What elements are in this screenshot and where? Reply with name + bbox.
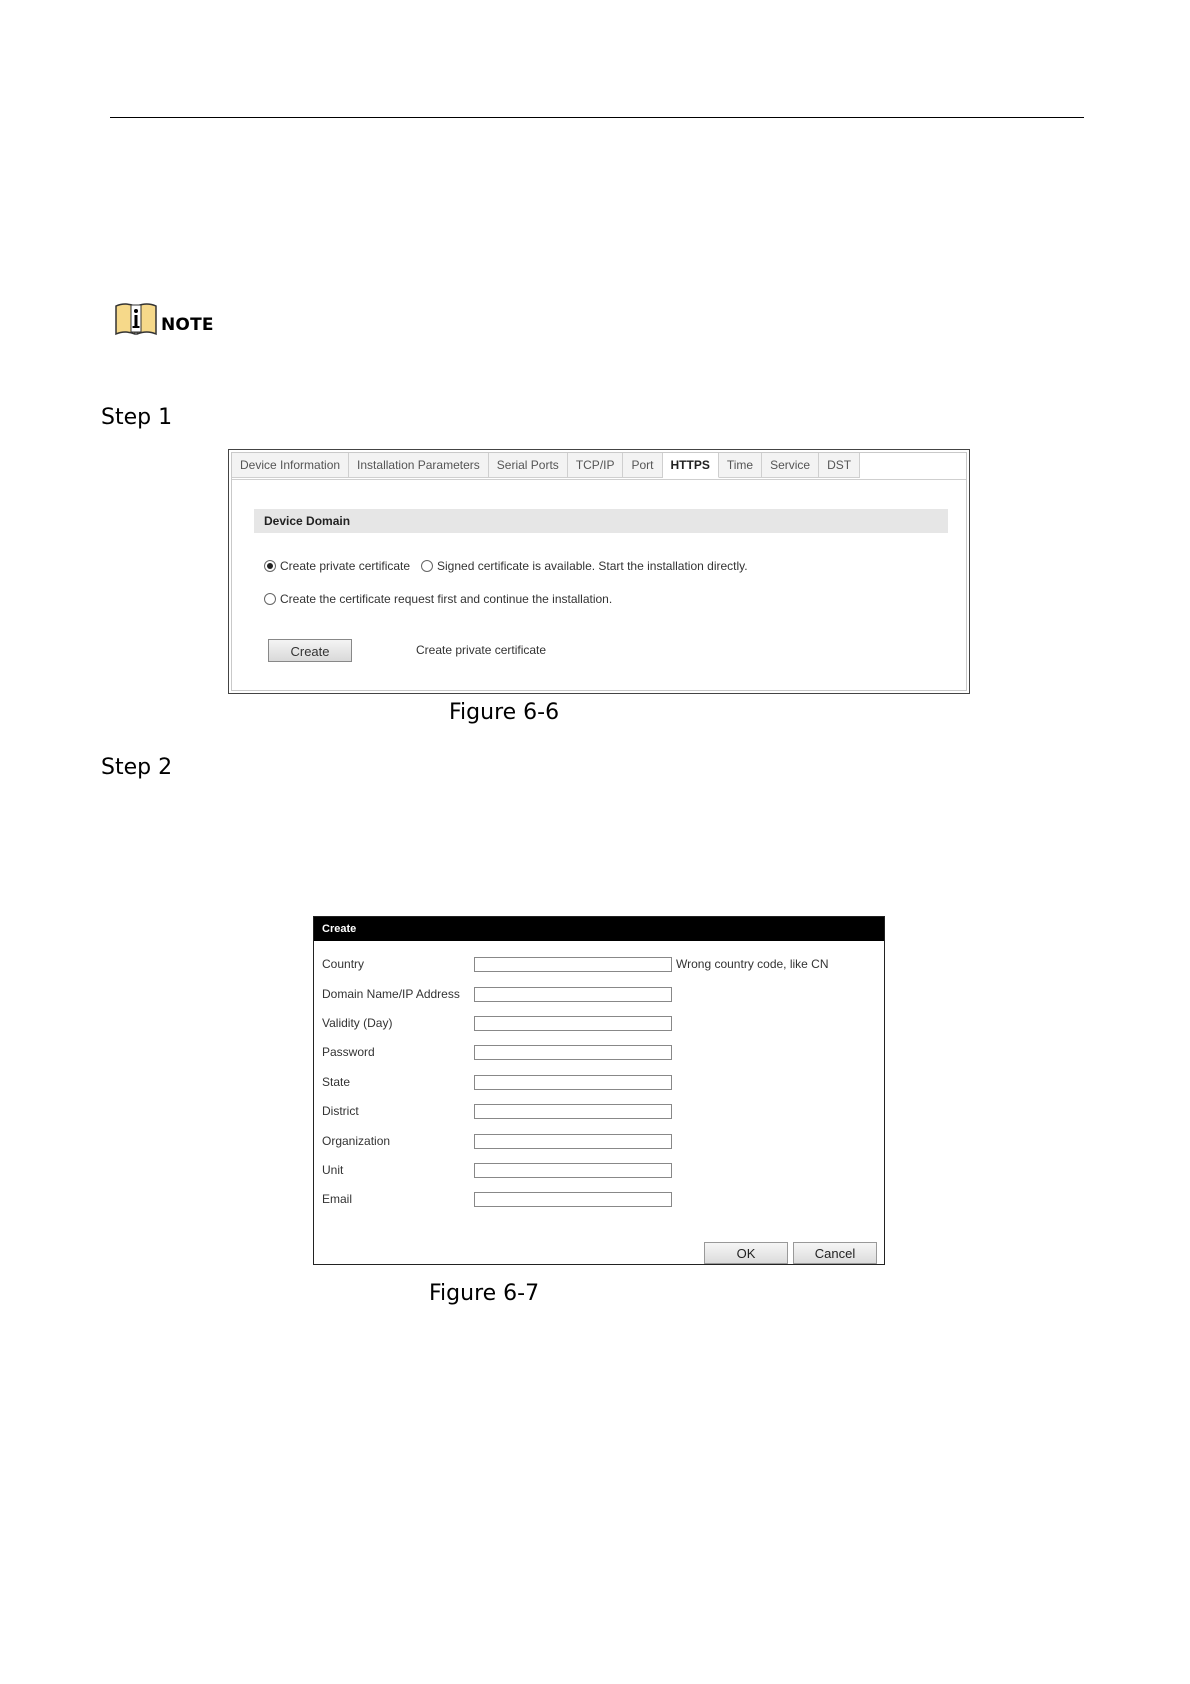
form-row	[322, 1043, 672, 1061]
unit-input[interactable]	[474, 1163, 672, 1178]
country-input[interactable]	[474, 957, 672, 972]
tab-device-information[interactable]: Device Information	[232, 453, 349, 478]
radio-create-private[interactable]	[264, 560, 276, 572]
field-label: District	[322, 1104, 359, 1118]
tab-https[interactable]: HTTPS	[663, 453, 719, 478]
radio-signed-available[interactable]	[421, 560, 433, 572]
create-hint-text: Create private certificate	[416, 643, 547, 657]
form-row	[322, 1102, 672, 1120]
create-button[interactable]: Create	[268, 639, 352, 662]
form-row	[322, 955, 829, 973]
note-label: NOTE	[161, 315, 214, 335]
email-input[interactable]	[474, 1192, 672, 1207]
organization-input[interactable]	[474, 1134, 672, 1149]
password-input[interactable]	[474, 1045, 672, 1060]
option-create-private[interactable]	[264, 559, 410, 573]
tab-underline	[232, 479, 966, 480]
state-input[interactable]	[474, 1075, 672, 1090]
field-label: Organization	[322, 1134, 391, 1148]
country-error-hint: Wrong country code, like CN	[676, 957, 829, 971]
tab-service[interactable]: Service	[762, 453, 819, 478]
option-create-private-label: Create private certificate	[280, 559, 411, 573]
form-row	[322, 1190, 672, 1208]
tab-serial-ports[interactable]: Serial Ports	[489, 453, 568, 478]
https-panel-frame	[231, 452, 967, 691]
step-2-label: Step 2	[101, 755, 173, 780]
field-label: Email	[322, 1192, 353, 1206]
ok-button[interactable]: OK	[704, 1242, 788, 1264]
option-signed-available[interactable]	[421, 559, 748, 573]
info-book-icon	[114, 302, 158, 336]
tab-dst[interactable]: DST	[819, 453, 860, 478]
dialog-title: Create	[314, 917, 884, 941]
header-rule	[110, 117, 1084, 118]
option-create-request[interactable]	[264, 592, 612, 606]
option-signed-available-label: Signed certificate is available. Start the installation directly.	[437, 559, 748, 573]
form-row	[322, 1161, 672, 1179]
field-label: Validity (Day)	[322, 1016, 393, 1030]
settings-tabs	[232, 453, 860, 479]
tab-tcp-ip[interactable]: TCP/IP	[568, 453, 624, 478]
https-settings-panel	[228, 449, 970, 694]
field-label: State	[322, 1075, 351, 1089]
tab-port[interactable]: Port	[623, 453, 662, 478]
domain-name-ip-address-input[interactable]	[474, 987, 672, 1002]
field-label: Domain Name/IP Address	[322, 987, 460, 1001]
create-certificate-dialog	[313, 916, 885, 1265]
form-row	[322, 985, 672, 1003]
tab-installation-parameters[interactable]: Installation Parameters	[349, 453, 489, 478]
form-row	[322, 1132, 672, 1150]
figure-6-7-caption: Figure 6-7	[429, 1281, 540, 1306]
cancel-button[interactable]: Cancel	[793, 1242, 877, 1264]
radio-create-request[interactable]	[264, 593, 276, 605]
device-domain-header: Device Domain	[254, 509, 948, 533]
form-row	[322, 1014, 672, 1032]
field-label: Unit	[322, 1163, 344, 1177]
tab-time[interactable]: Time	[719, 453, 762, 478]
district-input[interactable]	[474, 1104, 672, 1119]
form-row	[322, 1073, 672, 1091]
validity-day-input[interactable]	[474, 1016, 672, 1031]
field-label: Country	[322, 957, 365, 971]
figure-6-6-caption: Figure 6-6	[449, 700, 560, 725]
field-label: Password	[322, 1045, 375, 1059]
option-create-request-label: Create the certificate request first and continue the installation.	[280, 592, 613, 606]
step-1-label: Step 1	[101, 405, 173, 430]
